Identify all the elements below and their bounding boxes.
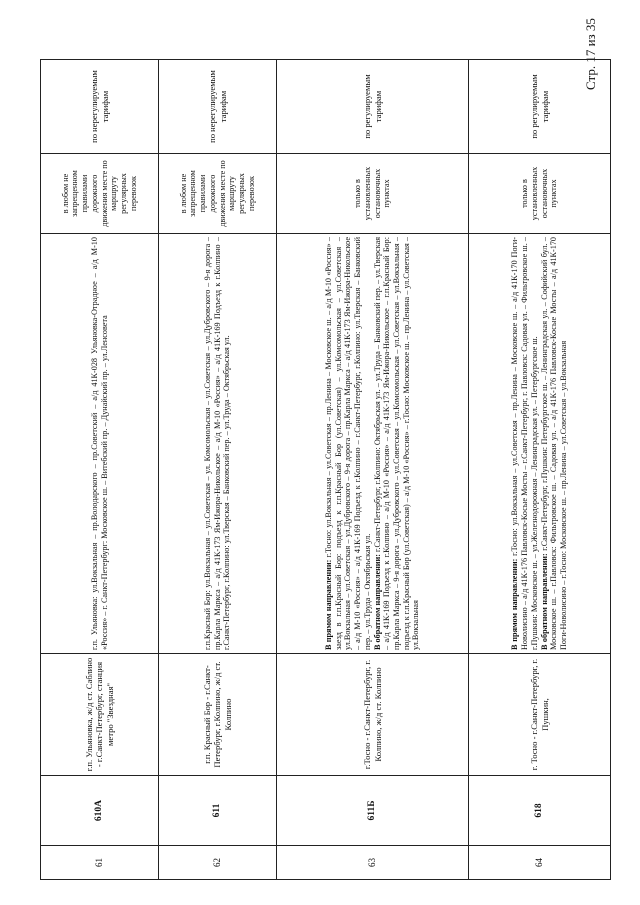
- route-number: 611: [159, 776, 277, 846]
- direction-label: В обратном направлении:: [539, 553, 549, 650]
- tariff-type: по регулируемым тарифам: [277, 60, 469, 154]
- table-row: [159, 60, 277, 880]
- routes-table: [40, 59, 611, 880]
- path-line: [373, 237, 421, 650]
- route-endpoints: г.п. Красный Бор - г.Санкт-Петербург, г.Колпино, ж/д ст. Колпино: [159, 654, 277, 776]
- path-line: [90, 237, 109, 650]
- route-endpoints: г.Тосно - г.Санкт-Петербург, г. Колпино, ж/д ст. Колпино: [277, 654, 469, 776]
- row-number: 63: [277, 846, 469, 880]
- stop-rule: в любом не запрещенном правилами дорожного движения месте по маршруту регулярных перевозок: [41, 154, 159, 234]
- route-path: [159, 234, 277, 654]
- stop-rule: в любом не запрещенном правилами дорожного движения месте по маршруту регулярных перевозок: [159, 154, 277, 234]
- route-path: [41, 234, 159, 654]
- path-text: г.п. Ульяновка: ул.Вокзальная – пр.Володарского – пр.Советский – а/д 41К-028 Ульяновка-Отрадное – а/д М-10 «Россия» – г. Санкт-Петербург: Московское ш. – Витебский пр. – Дунайский пр. – ул.Ленсовета: [89, 237, 109, 650]
- path-text: г.Санкт-Петербург, г.Колпино: Октябрьская ул. – ул.Труда – Банковский пер. – ул.Тверская – а/д 41К-169 Подъезд к г.Колпино – а/д М-10 «Россия» – а/д 41К-173 Ям-Ижора-Никольское – г.п.Красный Бор: пр.Карла Маркса – 9-я дорога – ул.Дубровского – ул.Советская – ул.Комсомольская – ул.Советская – ул.Вокзальная – подъезд к г.п.Красный Бор (ул.Советская) – а/д М-10 «Россия» – г.Тосно: Московское ш. – пр.Ленина – ул.Советская – ул.Вокзальная: [372, 236, 421, 650]
- path-text: г.Тосно: ул.Вокзальная – ул.Советская – пр.Ленина – Московское ш. – а/д М-10 «Россия» – заезд в г.п.Красный Бор: подъезд к г.п.Красный Бор (ул.Советская) – ул.Комсомольская – ул.Советская – ул.Вокзальная – ул.Советская – ул.Дубровского – 9-я дорога – пр.Карла Маркса – а/д 41К-173 Ям-Ижора-Никольское – а/д М-10 «Россия» – а/д 41К-169 Подъезд к г.Колпино – г.Санкт-Петербург, г.Колпино: ул.Тверская – Банковский пер. – ул.Труда – Октябрьская ул.: [324, 236, 372, 650]
- rotated-page: [40, 60, 610, 880]
- row-number: 61: [41, 846, 159, 880]
- routes-table-body: [41, 60, 611, 880]
- path-text: г.Санкт-Петербург, г.Пушкин: Петербургское ш. – Ленинградская ул. – Софийский бул. – Московское ш. – г.Павловск: Фильтровское ш. – Садовая ул. – а/д 41К-176 Павловск-Косые Мосты – а/д 41К-170 Поги-Новолисино – г.Тосно: Московское ш. – пр.Ленина – ул.Советская – ул.Вокзальная: [539, 236, 568, 650]
- path-line: [540, 237, 569, 650]
- row-number: 64: [469, 846, 611, 880]
- route-path: [277, 234, 469, 654]
- tariff-type: по нерегулируемым тарифам: [41, 60, 159, 154]
- direction-label: В прямом направлении:: [510, 558, 520, 650]
- table-row: [277, 60, 469, 880]
- route-endpoints: г. Тосно - г.Санкт-Петербург, г. Пушкин,: [469, 654, 611, 776]
- direction-label: В обратном направлении:: [372, 554, 382, 650]
- stop-rule: только в установленных остановочных пунктах: [469, 154, 611, 234]
- path-line: [203, 237, 232, 650]
- row-number: 62: [159, 846, 277, 880]
- route-path: [469, 234, 611, 654]
- table-row: [41, 60, 159, 880]
- path-text: г.п.Красный Бор: ул.Вокзальная – ул.Советская – ул. Комсомольская – ул.Советская – ул.Дубровского – 9-я дорога – пр.Карла Маркса – а/д 41К-173 Ям-Ижора-Никольское – а/д М-10 «Россия» – а/д 41К-169 Подъезд к г.Колпино – г.Санкт-Петербург, г.Колпино: ул.Тверская – Банковский пер. – ул.Труда – Октябрьская ул.: [202, 237, 232, 650]
- route-number: 611Б: [277, 776, 469, 846]
- stop-rule: только в установленных остановочных пунктах: [277, 154, 469, 234]
- page-number: Стр. 17 из 35: [583, 18, 598, 90]
- path-line: [324, 237, 372, 650]
- tariff-type: по нерегулируемым тарифам: [159, 60, 277, 154]
- table-row: [469, 60, 611, 880]
- route-number: 618: [469, 776, 611, 846]
- path-line: [510, 237, 539, 650]
- tariff-type: по регулируемым тарифам: [469, 60, 611, 154]
- route-number: 610А: [41, 776, 159, 846]
- route-endpoints: г.п. Ульяновка, ж/д ст. Саблино - г.Санкт-Петербург, станция метро "Звездная": [41, 654, 159, 776]
- path-text: г.Тосно: ул.Вокзальная – ул.Советская – пр.Ленина – Московское ш. – а/д 41К-170 Поги-Новолисино – а/д 41К-176 Павловск-Косые Мосты – г.Санкт-Петербург, г. Павловск: Садовая ул. – Фильтровское ш. – г.Пушкин: Московское ш. – ул.Железнодорожная – Ленинградская ул. – Петербургское ш.: [510, 236, 539, 650]
- direction-label: В прямом направлении:: [324, 559, 334, 650]
